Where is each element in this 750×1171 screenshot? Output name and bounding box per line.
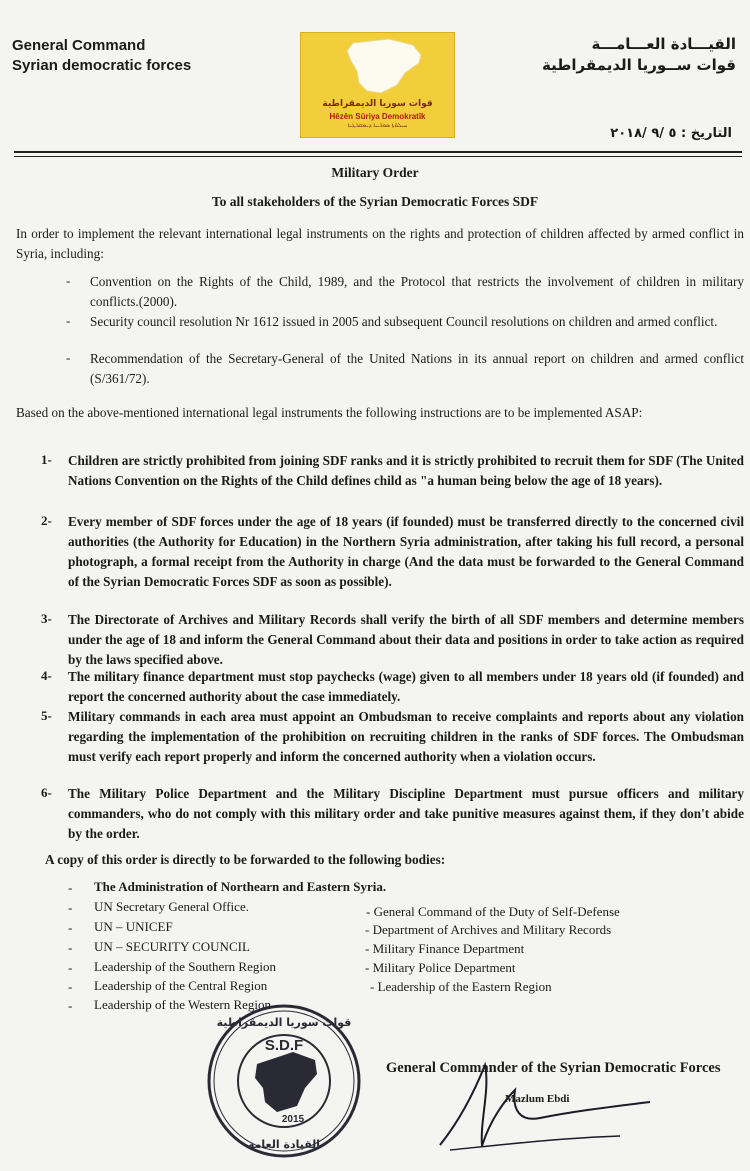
header-divider xyxy=(14,151,742,153)
instruction-item: Military commands in each area must appoint an Ombudsman to receive complaints and reports about any violation regarding the implementation of the prohibition on recruiting children in the ranks of SDF forces. The Ombudsman must verify each report properly and inform the concerned authority when a violation occurs. xyxy=(68,709,744,764)
stamp-year: 2015 xyxy=(281,1114,305,1125)
based-on-paragraph: Based on the above-mentioned international legal instruments the following instructions are to be implemented ASAP: xyxy=(16,405,643,420)
document-date: التاريخ : ٥ /٩ /٢٠١٨ xyxy=(610,126,732,141)
list-bullet: - xyxy=(68,960,73,975)
signature-title: General Commander of the Syrian Democratic Forces xyxy=(386,1060,721,1076)
recipient-item: Leadership of the Central Region xyxy=(94,978,268,993)
logo-text-arabic: قوات سوريا الديمقراطية xyxy=(322,99,433,109)
list-bullet: - xyxy=(68,880,73,895)
recipient-item: - Department of Archives and Military Records xyxy=(365,922,612,937)
document-subtitle: To all stakeholders of the Syrian Democratic Forces SDF xyxy=(211,194,539,209)
official-stamp xyxy=(205,1002,363,1160)
recipient-item: - General Command of the Duty of Self-Defense xyxy=(366,904,620,919)
org-name-ar-line1: القيـــادة العـــامـــة xyxy=(591,35,736,53)
recipient-item: UN – SECURITY COUNCIL xyxy=(94,939,250,954)
instruction-number: 4- xyxy=(41,668,52,683)
stamp-seal-icon xyxy=(205,1002,363,1160)
sdf-logo xyxy=(300,32,455,138)
list-item: Recommendation of the Secretary-General of the United Nations in its annual report on children and armed conflict (S/361/72). xyxy=(90,351,744,386)
org-name-line2: Syrian democratic forces xyxy=(12,57,192,74)
recipient-item: Leadership of the Southern Region xyxy=(94,959,276,974)
recipient-item: UN Secretary General Office. xyxy=(94,899,249,914)
logo-text-kurdish: Hêzên Sûriya Demokratîk xyxy=(329,112,426,121)
recipient-item: - Military Police Department xyxy=(365,960,516,975)
instruction-item: The Directorate of Archives and Military Records shall verify the birth of all SDF members and determine members under the age of 18 and inform the General Command about their data and positions in order to take action as required by the laws specified above. xyxy=(68,612,744,667)
document-title: Military Order xyxy=(331,165,419,180)
signatory-name: Mazlum Ebdi xyxy=(505,1093,570,1105)
org-name-line1: General Command xyxy=(12,37,146,54)
list-item: Security council resolution Nr 1612 issued in 2005 and subsequent Council resolutions on children and armed conflict. xyxy=(90,314,718,329)
stamp-center-text: S.D.F xyxy=(264,1037,304,1054)
instruction-number: 5- xyxy=(41,708,52,723)
stamp-ring-top: قوات سوريا الديمقراطية xyxy=(216,1016,352,1029)
instruction-number: 6- xyxy=(41,785,52,800)
list-bullet: - xyxy=(68,940,73,955)
copy-heading: A copy of this order is directly to be forwarded to the following bodies: xyxy=(45,852,446,867)
header-divider-thin xyxy=(14,156,742,157)
instruction-item: The military finance department must stop paychecks (wage) given to all members under 18 years old (if founded) and report the concerned authority about the case immediately. xyxy=(68,669,744,704)
intro-paragraph: In order to implement the relevant international legal instruments on the rights and protection of children affected by armed conflict in Syria, including: xyxy=(16,226,744,261)
list-bullet: - xyxy=(66,350,71,365)
instruction-number: 2- xyxy=(41,513,52,528)
list-bullet: - xyxy=(66,313,71,328)
list-bullet: - xyxy=(68,979,73,994)
list-bullet: - xyxy=(66,273,71,288)
list-item: Convention on the Rights of the Child, 1989, and the Protocol that restricts the involvement of children in military conflicts.(2000). xyxy=(90,274,744,309)
list-bullet: - xyxy=(68,998,73,1013)
recipient-item: UN – UNICEF xyxy=(94,919,173,934)
org-name-arabic xyxy=(542,34,736,76)
org-name-ar-line2: قوات ســوريا الديمقراطية xyxy=(542,56,736,74)
org-name-english xyxy=(12,36,191,76)
instruction-item: The Military Police Department and the Military Discipline Department must pursue officers and military commanders, who do not comply with this military order and take punitive measures against them, if they don't abide by the order. xyxy=(68,786,744,841)
instruction-number: 1- xyxy=(41,452,52,467)
instruction-item: Children are strictly prohibited from joining SDF ranks and it is strictly prohibited to recruit them for SDF (The United Nations Convention on the Rights of the Child defines child as "a human being below the age of 18 years). xyxy=(68,453,744,488)
handwritten-signature-icon xyxy=(420,1050,660,1160)
recipient-item: - Military Finance Department xyxy=(365,941,525,956)
recipient-item: The Administration of Northearn and Eastern Syria. xyxy=(94,879,387,894)
list-bullet: - xyxy=(68,920,73,935)
instruction-item: Every member of SDF forces under the age of 18 years (if founded) must be transferred directly to the concerned civil authorities (the Authority for Education) in the Northern Syria administration, after taking his full record, a personal photograph, a formal receipt from the Authority in charge (And the data must be forwarded to the General Command of the Syrian Democratic Forces SDF as soon as possible). xyxy=(68,514,744,589)
recipient-item: Leadership of the Western Region xyxy=(94,997,272,1012)
stamp-ring-bottom: القيادة العامة xyxy=(247,1138,321,1151)
syria-map-icon xyxy=(301,33,454,99)
list-bullet: - xyxy=(68,900,73,915)
instruction-number: 3- xyxy=(41,611,52,626)
recipient-item: - Leadership of the Eastern Region xyxy=(370,979,552,994)
logo-text-syriac: ܚܝܠܘ̈ܬܐ ܣܘܪ̈ܝܝܐ ܕܝܡܩܪ̈ܛܝܐ xyxy=(347,123,408,129)
